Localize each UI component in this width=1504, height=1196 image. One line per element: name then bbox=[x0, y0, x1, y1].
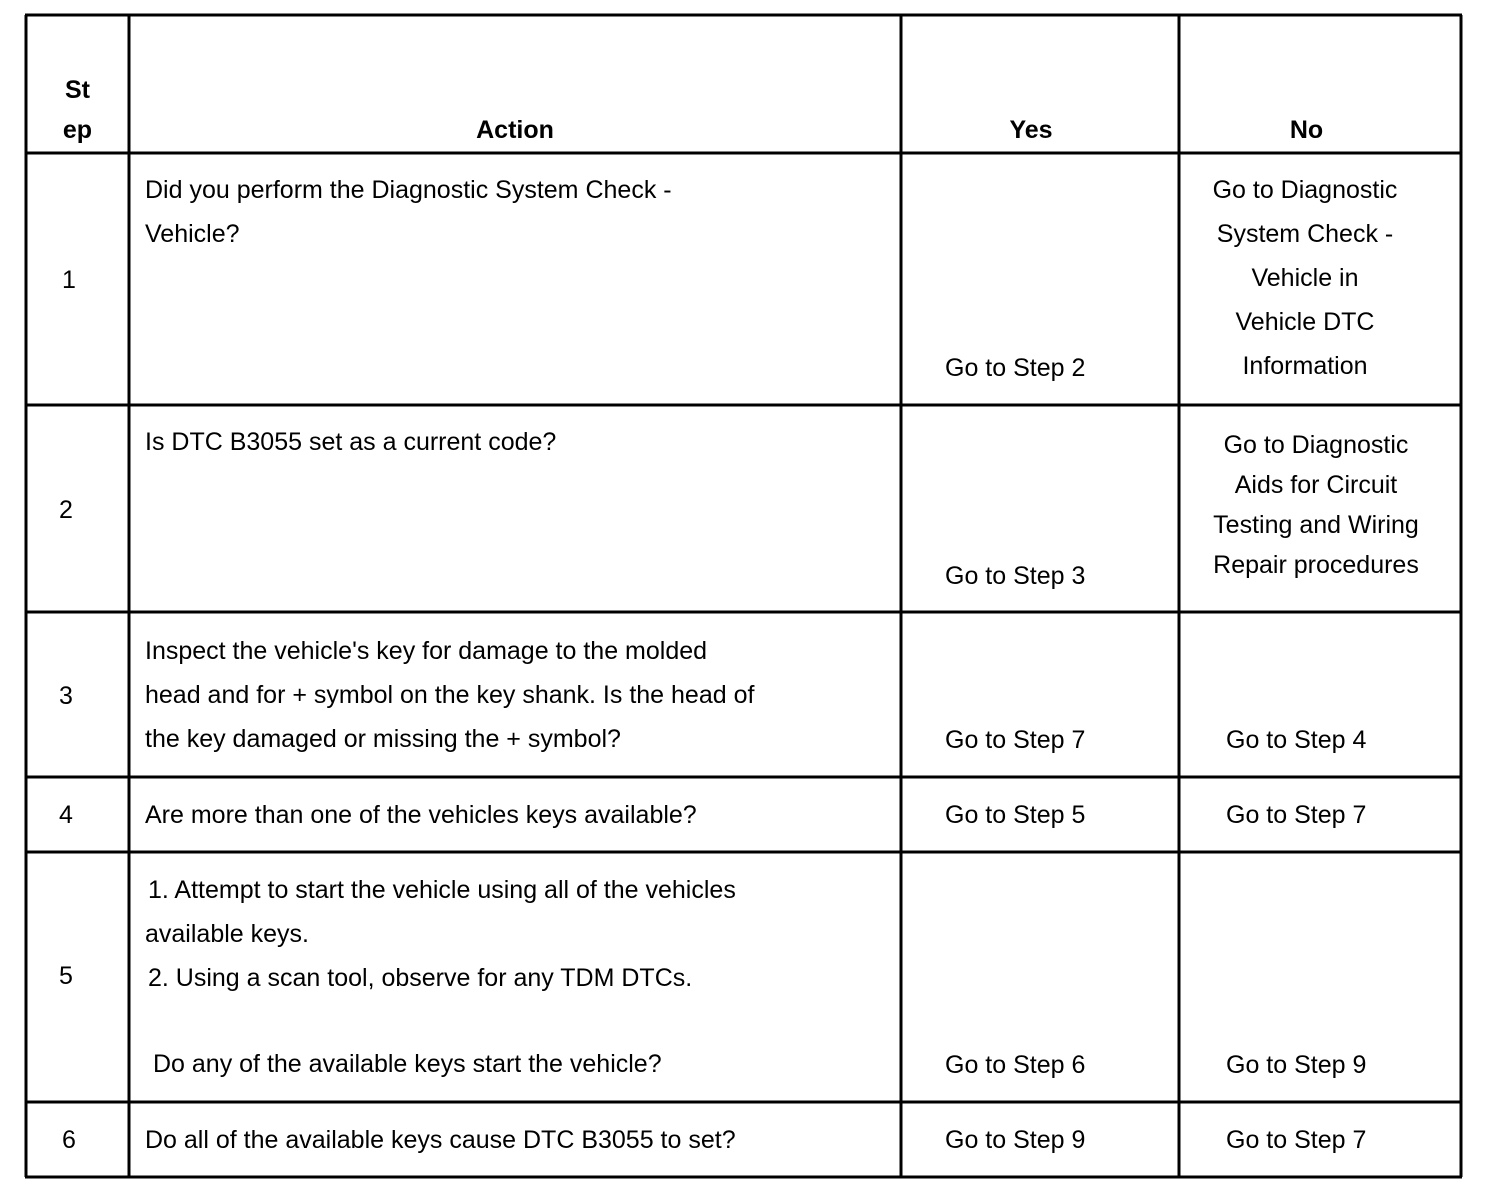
step-number: 1 bbox=[62, 266, 76, 294]
step-number: 3 bbox=[59, 682, 73, 710]
yes-cell: Go to Step 5 bbox=[945, 801, 1086, 829]
action-line: Do any of the available keys start the vehicle? bbox=[153, 1050, 662, 1078]
header-action: Action bbox=[476, 116, 554, 144]
no-cell: Go to Step 7 bbox=[1226, 801, 1367, 829]
action-cell: Do all of the available keys cause DTC B3055 to set? bbox=[145, 1126, 736, 1154]
no-line: Go to Diagnostic bbox=[1223, 431, 1409, 459]
no-line: Repair procedures bbox=[1213, 551, 1419, 579]
action-line: Did you perform the Diagnostic System Check - bbox=[145, 176, 672, 204]
no-line: Information bbox=[1242, 352, 1368, 380]
no-line: Testing and Wiring bbox=[1213, 511, 1419, 539]
no-line: System Check - bbox=[1216, 220, 1394, 248]
no-cell: Go to Step 7 bbox=[1226, 1126, 1367, 1154]
action-line: 1. Attempt to start the vehicle using all of the vehicles bbox=[148, 876, 736, 904]
no-line: Go to Diagnostic bbox=[1212, 176, 1398, 204]
action-line: head and for + symbol on the key shank. Is the head of bbox=[145, 681, 755, 709]
step-number: 4 bbox=[59, 801, 73, 829]
action-line: available keys. bbox=[145, 920, 309, 948]
no-line: Vehicle in bbox=[1251, 264, 1359, 292]
step-number: 2 bbox=[59, 496, 73, 524]
no-cell bbox=[1188, 425, 1444, 585]
header-step bbox=[26, 70, 129, 150]
action-line: 2. Using a scan tool, observe for any TDM DTCs. bbox=[148, 964, 693, 992]
yes-cell: Go to Step 2 bbox=[945, 354, 1086, 382]
action-cell bbox=[145, 420, 556, 464]
header-step-line2: ep bbox=[62, 116, 93, 144]
yes-cell: Go to Step 7 bbox=[945, 726, 1086, 754]
action-cell bbox=[145, 168, 672, 256]
action-cell bbox=[145, 629, 754, 761]
step-number: 5 bbox=[59, 962, 73, 990]
action-cell: Are more than one of the vehicles keys available? bbox=[145, 801, 697, 829]
no-line: Vehicle DTC bbox=[1235, 308, 1375, 336]
action-line: the key damaged or missing the + symbol? bbox=[145, 725, 621, 753]
action-cell bbox=[145, 868, 736, 1086]
no-cell: Go to Step 4 bbox=[1226, 726, 1367, 754]
action-line: Inspect the vehicle's key for damage to the molded bbox=[145, 637, 708, 665]
action-line: Vehicle? bbox=[145, 220, 240, 248]
step-number: 6 bbox=[62, 1126, 76, 1154]
yes-cell: Go to Step 9 bbox=[945, 1126, 1086, 1154]
no-line: Aids for Circuit bbox=[1234, 471, 1398, 499]
action-line: Is DTC B3055 set as a current code? bbox=[145, 428, 557, 456]
no-cell: Go to Step 9 bbox=[1226, 1051, 1367, 1079]
yes-cell: Go to Step 3 bbox=[945, 562, 1086, 590]
no-cell bbox=[1179, 168, 1431, 388]
header-no: No bbox=[1289, 116, 1324, 144]
header-yes: Yes bbox=[1009, 116, 1053, 144]
header-step-line1: St bbox=[65, 76, 90, 104]
yes-cell: Go to Step 6 bbox=[945, 1051, 1086, 1079]
